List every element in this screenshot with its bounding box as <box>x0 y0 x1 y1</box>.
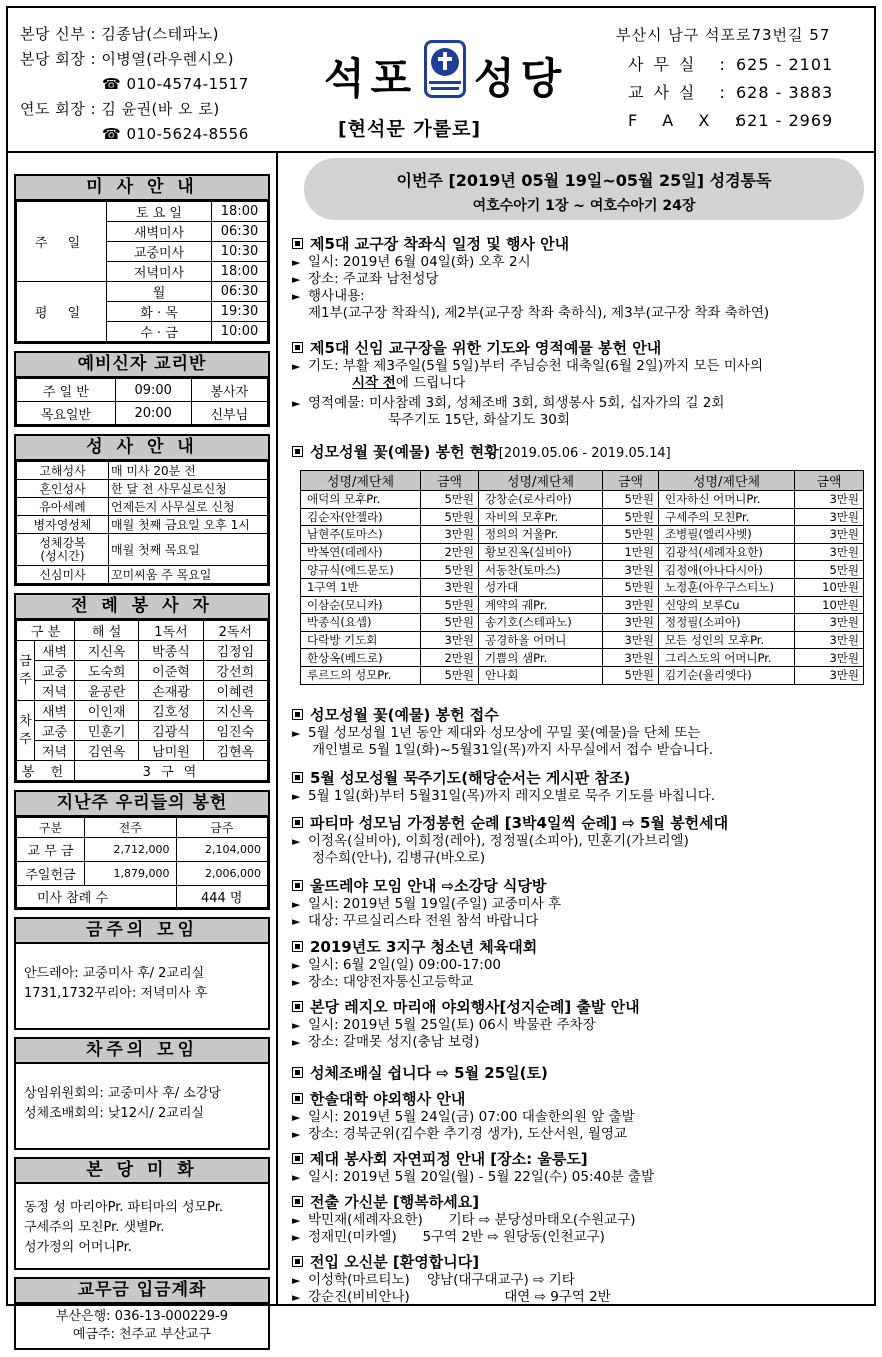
donation-amount: 3만원 <box>795 526 864 544</box>
section-moved-out: 전출 가신분 [행복하세요] ► 박민재(세례자요한) 기타 ⇨ 분당성마태오(수원교구) ► 정재민(미카엘) 5구역 2반 ⇨ 원당동(인천교구) <box>292 1192 868 1246</box>
table-row <box>301 561 864 579</box>
parish-title <box>308 34 578 144</box>
mass-box <box>14 174 270 344</box>
section-bullet-icon <box>292 1001 303 1012</box>
mass-table: 주 일 토 요 일 18:00 새벽미사 06:30 교중미사 10:30 저녁미사 18:00 평 일 월 06:30 화 · 목 19:30 수 · 금 10:00 <box>16 201 268 342</box>
section-bullet-icon <box>292 1196 303 1207</box>
donation-amount: 3만원 <box>421 526 479 544</box>
donor-name: 김광석(세례자요한) <box>659 543 795 561</box>
table-row <box>301 491 864 509</box>
decoration-title: 본 당 미 화 <box>16 1159 268 1184</box>
title-part-a: 석포 <box>324 54 418 103</box>
donation-amount: 5만원 <box>421 666 479 684</box>
donation-amount: 3만원 <box>421 578 479 596</box>
donation-amount: 3만원 <box>421 631 479 649</box>
section-moved-in: 전입 오신분 [환영합니다] ► 이성학(마르티노) 양남(대구대교구) ⇨ 기타 ► 강순진(비비안나) 대연 ⇨ 9구역 2반 <box>292 1252 868 1306</box>
contact-info <box>616 24 833 135</box>
section-bullet-icon <box>292 238 303 249</box>
meetings-this-week-title: 금주의 모임 <box>16 919 268 944</box>
donor-name: 애덕의 모후Pr. <box>301 491 421 509</box>
donor-name: 강창순(로사리아) <box>479 491 603 509</box>
fax-number: F A X :621 - 2969 <box>628 111 834 130</box>
column-divider <box>276 153 278 1304</box>
president-phone: ☎ 010-4574-1517 <box>102 75 249 93</box>
donation-amount: 3만원 <box>603 561 659 579</box>
section-bullet-icon <box>292 1153 303 1164</box>
donation-amount: 5만원 <box>421 491 479 509</box>
donor-name: 자비의 모후Pr. <box>479 508 603 526</box>
catechumen-table: 주 일 반 09:00 봉사자 목요일반 20:00 신부님 <box>16 378 268 425</box>
decoration-box: 본 당 미 화 동정 성 마리아Pr. 파티마의 성모Pr. 구세주의 모친Pr. 샛별Pr. 성가정의 어머니Pr. <box>14 1157 270 1270</box>
donor-name: 서동찬(토마스) <box>479 561 603 579</box>
section-bullet-icon <box>292 817 303 828</box>
donor-name: 그리스도의 어머니Pr. <box>659 649 795 667</box>
donor-name: 한상옥(베드로) <box>301 649 421 667</box>
donation-amount: 3만원 <box>603 596 659 614</box>
donation-amount: 5만원 <box>603 508 659 526</box>
donation-amount: 10만원 <box>795 578 864 596</box>
donor-name: 송기호(스테파노) <box>479 614 603 632</box>
section-bullet-icon <box>292 1256 303 1267</box>
bible-reading-banner: 이번주 [2019년 05월 19일~05월 25일] 성경통독 여호수아기 1장 ~ 여호수아기 24장 <box>304 158 864 220</box>
donor-name: 계약의 궤Pr. <box>479 596 603 614</box>
donor-name: 김정애(아나다시아) <box>659 561 795 579</box>
address: 부산시 남구 석포로73번길 57 <box>616 26 831 44</box>
patron-subtitle: [현석문 가롤로] <box>338 118 482 140</box>
bulletin-header <box>8 8 874 153</box>
donor-name: 다락방 기도회 <box>301 631 421 649</box>
title-part-b: 성당 <box>474 54 568 103</box>
liturgy-table: 구 분 해 설 1독서 2독서 금 주 새벽 지신옥 박종식 김정임 교중 도숙희 이준혁 강선희 저녁 윤공란 손재광 이혜련 차 주 새벽 이인재 김호성 지신옥 교중 민훈기 김광식 임진숙 저녁 김연옥 남미원 김현옥 봉 헌 3 구 역 <box>16 620 268 781</box>
donor-name: 정정필(소피아) <box>659 614 795 632</box>
liturgy-box <box>14 593 270 783</box>
donation-amount: 5만원 <box>603 666 659 684</box>
section-bullet-icon <box>292 880 303 891</box>
catechumen-title: 예비신자 교리반 <box>16 353 268 378</box>
donation-amount: 3만원 <box>795 491 864 509</box>
donation-amount: 10만원 <box>795 596 864 614</box>
pastor-line: 본당 신부 : 김종남(스테파노) <box>20 25 219 43</box>
liturgy-title: 전 례 봉 사 자 <box>16 595 268 620</box>
donation-amount: 1만원 <box>603 543 659 561</box>
table-row <box>301 543 864 561</box>
section-bullet-icon <box>292 446 303 457</box>
section-legio-outing: 본당 레지오 마리애 야외행사[성지순례] 출발 안내 ► 일시: 2019년 5월 25일(토) 06시 박물관 주차장 ► 장소: 갈매못 성지(충남 보령) <box>292 997 868 1051</box>
donor-name: 이삼순(모니카) <box>301 596 421 614</box>
donation-amount: 3만원 <box>795 666 864 684</box>
meetings-this-week-box: 금주의 모임 안드레아: 교중미사 후/ 2교리실 1731,1732꾸리아: 저녁미사 후 <box>14 917 270 1030</box>
section-altar-retreat: 제대 봉사회 자연피정 안내 [장소: 울릉도] ► 일시: 2019년 5월 20일(월) - 5월 22일(수) 05:40분 출발 <box>292 1149 868 1186</box>
donor-name: 구세주의 모친Pr. <box>659 508 795 526</box>
donor-name: 1구역 1반 <box>301 578 421 596</box>
table-row <box>301 649 864 667</box>
donor-name: 박종식(요셉) <box>301 614 421 632</box>
section-fatima-pilgrimage: 파티마 성모님 가정봉헌 순례 [3박4일씩 순례] ⇨ 5월 봉헌세대 ► 이정옥(실비아), 이희정(레아), 정정필(소피아), 민훈기(가브리엘) 정수희(안나), 김병규(바오로) <box>292 813 868 867</box>
flower-offering-table: 성명/제단체 금액 성명/제단체 금액 성명/제단체 금액 애덕의 모후Pr. 5만원 강창순(로사리아) 5만원 인자하신 어머니Pr. 3만원 김순자(안젤라) 5만원 자비의 모후Pr. 5만원 구세주의 모친Pr. 3만원 남현주(토마스) 3만원 정의의 거울Pr. 5만원 조병필(엘리사벳) 3만원 박복연(데레사) 2만원 황보진옥(실비아) 1만원 김광석(세례자요한) 3만원 양규식(에드문도) 5만원 서동찬(토마스) 3만원 김정애(아나다시아) 5만원 1구역 1반 3만원 성가대 5만원 노정훈(아우구스티노) 10만원 이삼순(모니카) 5만원 계약의 궤Pr. 3만원 신앙의 보루Cu 10만원 박종식(요셉) 5만원 송기호(스테파노) 3만원 정정필(소피아) 3만원 다락방 기도회 3만원 공경하올 어머니 3만원 모든 성인의 모후Pr. 3만원 한상옥(베드로) 2만원 기쁨의 샘Pr. 3만원 그리스도의 어머니Pr. 3만원 루르드의 성모Pr. 5만원 안나회 5만원 김기순(율리엣다) 3만원 <box>300 470 864 685</box>
section-bullet-icon <box>292 941 303 952</box>
section-bullet-icon <box>292 1067 303 1078</box>
meetings-next-week-title: 차주의 모임 <box>16 1039 268 1064</box>
section-hansol-outing: 한솔대학 야외행사 안내 ► 일시: 2019년 5월 24일(금) 07:00 대솔한의원 앞 출발 ► 장소: 경북군위(김수환 추기경 생가), 도산서원, 월영교 <box>292 1089 868 1143</box>
donation-amount: 3만원 <box>795 614 864 632</box>
teachers-phone: 교사실 :628 - 3883 <box>628 83 834 102</box>
donor-name: 김순자(안젤라) <box>301 508 421 526</box>
district-president-phone: ☎ 010-5624-8556 <box>102 125 249 143</box>
sacraments-box <box>14 434 270 586</box>
donor-name: 양규식(에드문도) <box>301 561 421 579</box>
donation-amount: 3만원 <box>795 649 864 667</box>
donation-amount: 3만원 <box>795 508 864 526</box>
section-bullet-icon <box>292 709 303 720</box>
section-ultreya: 울뜨레야 모임 안내 ⇨소강당 식당방 ► 일시: 2019년 5월 19일(주일) 교중미사 후 ► 대상: 꾸르실리스타 전원 참석 바랍니다 <box>292 876 868 930</box>
donation-amount: 5만원 <box>603 526 659 544</box>
donor-name: 노정훈(아우구스티노) <box>659 578 795 596</box>
table-row <box>301 596 864 614</box>
donor-name: 황보진옥(실비아) <box>479 543 603 561</box>
section-flower-offering-status: 성모성월 꽃(예물) 봉헌 현황[2019.05.06 - 2019.05.14] 성명/제단체 금액 성명/제단체 금액 성명/제단체 금액 애덕의 모후Pr. 5만원 강창순(로사리아) 5만원 인자하신 어머니Pr. 3만원 김순자(안젤라) 5만원 자비의 모후Pr. 5만원 구세주의 모친Pr. 3만원 남현주(토마스) 3만원 정의의 거울Pr. 5만원 조병필(엘리사벳) 3만원 박복연(데레사) 2만원 황보진옥(실비아) 1만원 김광석(세례자요한) 3만원 양규식(에드문도) 5만원 서동찬(토마스) 3만원 김정애(아나다시아) 5만원 1구역 1반 3만원 성가대 5만원 노정훈(아우구스티노) 10만원 이삼순(모니카) 5만원 계약의 궤Pr. 3만원 신앙의 보루Cu 10만원 박종식(요셉) 5만원 송기호(스테파노) 3만원 정정필(소피아) 3만원 다락방 기도회 3만원 공경하올 어머니 3만원 모든 성인의 모후Pr. 3만원 한상옥(베드로) 2만원 기쁨의 샘Pr. 3만원 그리스도의 어머니Pr. 3만원 루르드의 성모Pr. 5만원 안나회 5만원 김기순(율리엣다) 3만원 <box>292 442 868 685</box>
donation-amount: 5만원 <box>421 614 479 632</box>
donor-name: 루르드의 성모Pr. <box>301 666 421 684</box>
catechumen-box <box>14 351 270 427</box>
bulletin-frame <box>6 6 876 1342</box>
section-prayer-offering: 제5대 신임 교구장을 위한 기도와 영적예물 봉헌 안내 ► 기도: 부활 제3주일(5월 5일)부터 주님승천 대축일(6월 2일)까지 모든 미사의 시작 전에 드립니다 ► 영적예물: 미사참례 3회, 성체조배 3회, 희생봉사 5회, 십자가의 길 2회 묵주기도 15단, 화살기도 30회 <box>292 338 868 429</box>
section-installation: 제5대 교구장 착좌식 일정 및 행사 안내 ► 일시: 2019년 6월 04일(화) 오후 2시 ► 장소: 주교좌 남천성당 ► 행사내용: 제1부(교구장 착좌식), 제2부(교구장 착좌 축하식), 제3부(교구장 착좌 축하연) <box>292 234 868 322</box>
donor-name: 박복연(데레사) <box>301 543 421 561</box>
donation-amount: 5만원 <box>421 508 479 526</box>
section-rosary: 5월 성모성월 묵주기도(해당순서는 게시판 참조) ► 5월 1일(화)부터 5월31일(목)까지 레지오별로 묵주 기도를 바칩니다. <box>292 768 868 805</box>
district-president-line: 연도 회장 : 김 윤권(바 오 로) <box>20 100 220 118</box>
section-bullet-icon <box>292 342 303 353</box>
table-row <box>301 526 864 544</box>
donation-amount: 5만원 <box>795 561 864 579</box>
donation-amount: 3만원 <box>795 543 864 561</box>
mass-title: 미 사 안 내 <box>16 176 268 201</box>
president-line: 본당 회장 : 이병열(라우렌시오) <box>20 50 234 68</box>
section-bullet-icon <box>292 1093 303 1104</box>
donor-name: 남현주(토마스) <box>301 526 421 544</box>
account-box: 교무금 입금계좌 부산은행: 036-13-000229-9 예금주: 천주교 부산교구 <box>14 1277 270 1350</box>
table-row <box>301 666 864 684</box>
donation-amount: 5만원 <box>421 596 479 614</box>
donation-amount: 3만원 <box>603 614 659 632</box>
section-flower-offering-receipt: 성모성월 꽃(예물) 봉헌 접수 ► 5월 성모성월 1년 동안 제대와 성모상에 꾸밀 꽃(예물)을 단체 또는 개인별로 5월 1일(화)~5월31일(목)까지 사무실에서 접수 받습니다. <box>292 705 868 759</box>
table-row <box>301 508 864 526</box>
donor-name: 안나회 <box>479 666 603 684</box>
office-phone: 사무실 :625 - 2101 <box>628 55 834 74</box>
donor-name: 조병필(엘리사벳) <box>659 526 795 544</box>
left-column <box>14 174 270 1357</box>
donor-name: 기쁨의 샘Pr. <box>479 649 603 667</box>
offerings-title: 지난주 우리들의 봉헌 <box>16 792 268 817</box>
parish-logo-icon <box>424 40 466 98</box>
account-title: 교무금 입금계좌 <box>16 1279 268 1304</box>
donor-name: 김기순(율리엣다) <box>659 666 795 684</box>
clergy-info <box>20 22 249 147</box>
donor-name: 공경하올 어머니 <box>479 631 603 649</box>
table-row <box>301 631 864 649</box>
donation-amount: 3만원 <box>603 649 659 667</box>
meetings-next-week-box: 차주의 모임 상임위원회의: 교중미사 후/ 소강당 성체조배회의: 낮12시/ 2교리실 <box>14 1037 270 1150</box>
donor-name: 신앙의 보루Cu <box>659 596 795 614</box>
donor-name: 성가대 <box>479 578 603 596</box>
offerings-box <box>14 790 270 910</box>
donation-amount: 5만원 <box>603 578 659 596</box>
sacraments-table: 고해성사 매 미사 20분 전 혼인성사 한 달 전 사무실로신청 유아세례 언제든지 사무실로 신청 병자영성체 매월 첫째 금요일 오후 1시 성체강복 (성시간) 매월 첫째 목요일 신심미사 꼬미씨움 주 목요일 <box>16 461 268 584</box>
offerings-table: 구분 전주 금주 교 무 금 2,712,000 2,104,000 주일헌금 1,879,000 2,006,000 미사 참례 수 444 명 <box>16 817 268 908</box>
donor-name: 인자하신 어머니Pr. <box>659 491 795 509</box>
donor-name: 정의의 거울Pr. <box>479 526 603 544</box>
section-bullet-icon <box>292 772 303 783</box>
table-row <box>301 578 864 596</box>
section-adoration-closed: 성체조배실 쉽니다 ⇨ 5월 25일(토) <box>292 1063 868 1083</box>
donor-name: 모든 성인의 모후Pr. <box>659 631 795 649</box>
donation-amount: 3만원 <box>795 631 864 649</box>
sacraments-title: 성 사 안 내 <box>16 436 268 461</box>
donation-amount: 5만원 <box>421 561 479 579</box>
donation-amount: 5만원 <box>603 491 659 509</box>
section-youth-sports: 2019년도 3지구 청소년 체육대회 ► 일시: 6월 2일(일) 09:00-17:00 ► 장소: 대양전자통신고등학교 <box>292 937 868 991</box>
donation-amount: 2만원 <box>421 649 479 667</box>
donation-amount: 3만원 <box>603 631 659 649</box>
table-row <box>301 614 864 632</box>
donation-amount: 2만원 <box>421 543 479 561</box>
